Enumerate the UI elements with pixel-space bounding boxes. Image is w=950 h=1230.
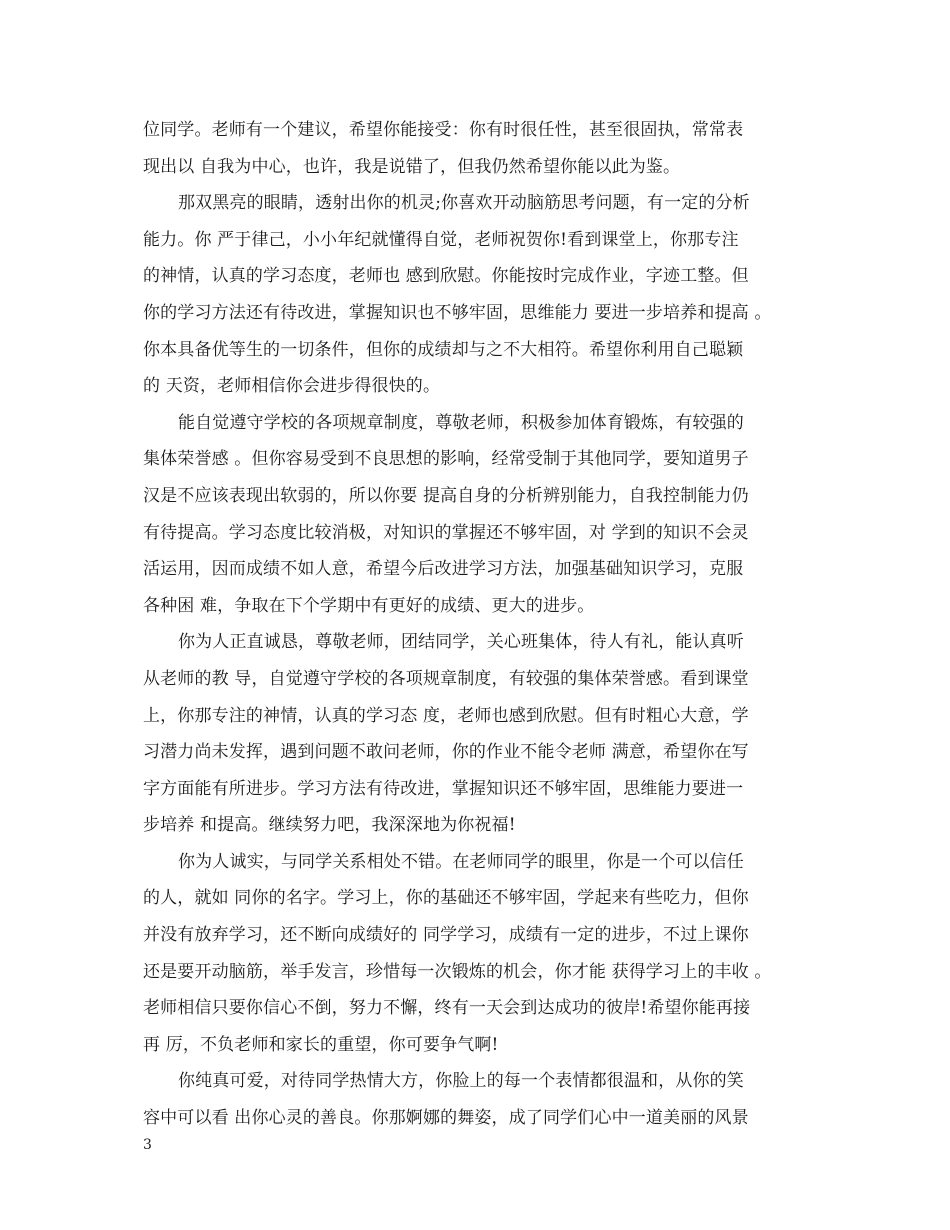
text-line: 活运用，因而成绩不如人意，希望今后改进学习方法，加强基础知识学习，克服 (143, 559, 744, 580)
text-line: 的 天资，老师相信你会进步得很快的。 (143, 376, 441, 397)
text-line: 老师相信只要你信心不倒，努力不懈，终有一天会到达成功的彼岸!希望你能再接 (143, 998, 751, 1019)
text-line: 习潜力尚未发挥，遇到问题不敢问老师，你的作业不能令老师 满意，希望你在写 (143, 742, 749, 763)
paragraph-first-line: 你为人正直诚恳，尊敬老师，团结同学，关心班集体，待人有礼，能认真听 (178, 632, 744, 653)
text-line: 容中可以看 出你心灵的善良。你那婀娜的舞姿，成了同学们心中一道美丽的风景 (143, 1108, 749, 1129)
text-line: 现出以 自我为中心，也许，我是说错了，但我仍然希望你能以此为鉴。 (143, 156, 681, 177)
text-line: 位同学。老师有一个建议，希望你能接受：你有时很任性，甚至很固执，常常表 (143, 120, 744, 140)
text-line: 能力。你 严于律己，小小年纪就懂得自觉，老师祝贺你!看到课堂上，你那专注 (143, 229, 739, 250)
text-line: 的人，就如 同你的名字。学习上，你的基础还不够牢固，学起来有些吃力，但你 (143, 888, 749, 909)
paragraph-first-line: 你纯真可爱，对待同学热情大方，你脸上的每一个表情都很温和，从你的笑 (178, 1071, 744, 1092)
paragraph-first-line: 你为人诚实，与同学关系相处不错。在老师同学的眼里，你是一个可以信任 (178, 851, 744, 872)
text-line: 的神情，认真的学习态度，老师也 感到欣慰。你能按时完成作业，字迹工整。但 (143, 266, 749, 287)
text-line: 步培养 和提高。继续努力吧，我深深地为你祝福! (143, 815, 516, 836)
text-line: 从老师的教 导，自觉遵守学校的各项规章制度，有较强的集体荣誉感。看到课堂 (143, 668, 749, 689)
text-line: 还是要开动脑筋，举手发言，珍惜每一次锻炼的机会，你才能 获得学习上的丰收 。 (143, 961, 772, 982)
text-line: 你本具备优等生的一切条件，但你的成绩却与之不大相符。希望你利用自己聪颖 (143, 339, 744, 360)
text-line: 上，你那专注的神情，认真的学习态 度，老师也感到欣慰。但有时粗心大意，学 (143, 705, 749, 726)
text-line: 再 厉，不负老师和家长的重望，你可要争气啊! (143, 1034, 499, 1055)
page-number: 3 (143, 1137, 152, 1153)
text-line: 汉是不应该表现出软弱的，所以你要 提高自身的分析辨别能力，自我控制能力仍 (143, 485, 749, 506)
text-line: 字方面能有所进步。学习方法有待改进，掌握知识还不够牢固，思维能力要进一 (143, 778, 744, 799)
text-line: 集体荣誉感 。但你容易受到不良思想的影响，经常受制于其他同学，要知道男子 (143, 449, 749, 470)
paragraph-first-line: 能自觉遵守学校的各项规章制度，尊敬老师，积极参加体育锻炼，有较强的 (178, 412, 744, 433)
text-line: 各种困 难，争取在下个学期中有更好的成绩、更大的进步。 (143, 595, 595, 616)
text-line: 有待提高。学习态度比较消极，对知识的掌握还不够牢固，对 学到的知识不会灵 (143, 522, 749, 543)
text-line: 并没有放弃学习，还不断向成绩好的 同学学习，成绩有一定的进步，不过上课你 (143, 925, 749, 946)
body-text (143, 112, 813, 1137)
paragraph-first-line: 那双黑亮的眼睛，透射出你的机灵;你喜欢开动脑筋思考问题，有一定的分析 (178, 193, 750, 214)
text-line: 你的学习方法还有待改进，掌握知识也不够牢固，思维能力 要进一步培养和提高 。 (143, 302, 772, 323)
